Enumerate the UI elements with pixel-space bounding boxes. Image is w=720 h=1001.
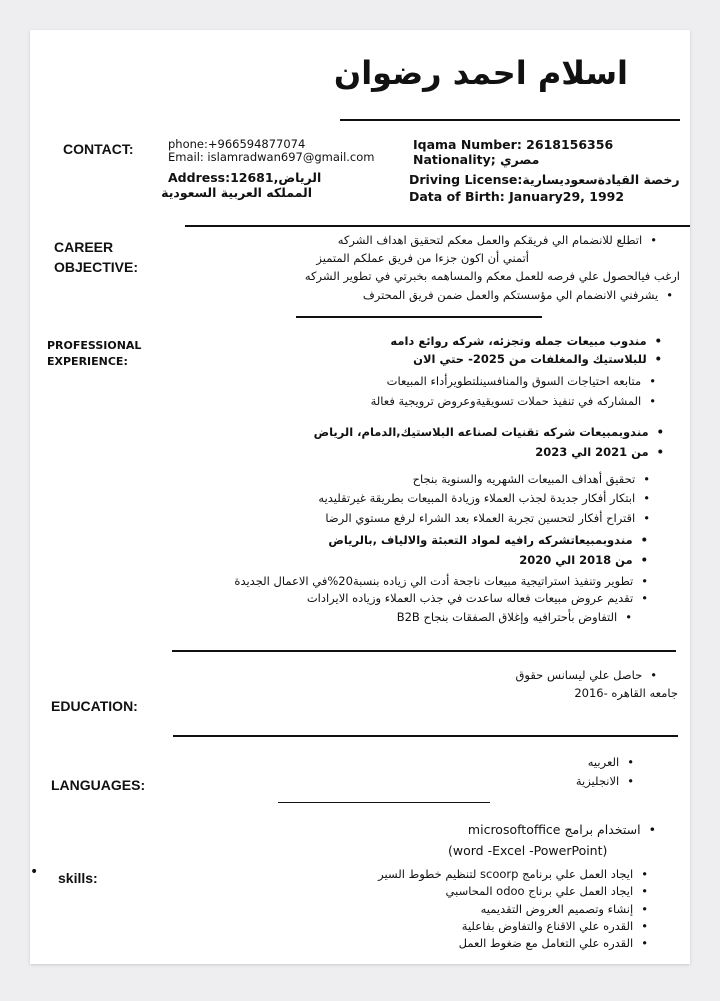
skill-item: • القدره علي الاقناع والتفاوض بفاعلية <box>462 919 648 933</box>
job-period: • للبلاستيك والمغلفات من 2025- حتي الان <box>413 352 662 366</box>
divider <box>173 735 678 737</box>
career-heading: OBJECTIVE: <box>54 259 139 275</box>
job-title: • مندوبمبيعاتشركه رافيه لمواد التعبئة والالياف ,بالرياض <box>328 533 648 547</box>
career-heading: CAREER <box>54 239 114 255</box>
divider <box>340 119 680 121</box>
job-period: • من 2018 الي 2020 <box>519 553 648 567</box>
job-task: • اقتراح أفكار لتحسين تجربة العملاء بعد الشراء لرفع مستوي الرضا <box>325 511 650 525</box>
divider <box>278 802 490 803</box>
objective-item: أتمني أن اكون جزءا من فريق عملكم المتميز <box>316 251 529 265</box>
experience-heading: EXPERIENCE: <box>47 355 128 368</box>
job-title: • مندوبمبيعات شركه تقنيات لصناعه البلاستيك,الدمام، الرياض <box>314 425 664 439</box>
address-line2: المملكه العربية السعودية <box>161 185 312 200</box>
driving-license: Driving License:رخصة القيادةسعوديسارية <box>409 172 680 187</box>
address-line1: Address:12681,الرياض <box>168 170 322 185</box>
job-task: • ابتكار أفكار جديدة لجذب العملاء وزيادة المبيعات بطريقة غيرتقليديه <box>318 491 650 505</box>
language-item: • العربيه <box>588 755 634 769</box>
job-task: • تحقيق أهداف المبيعات الشهريه والسنوية بنجاح <box>413 472 650 486</box>
iqama-number: Iqama Number: 2618156356 <box>413 137 614 152</box>
skill-item: (word -Excel -PowerPoint) <box>448 843 608 858</box>
skill-item: • ايجاد العمل علي برنامج scoorp لتنظيم خطوط السير <box>378 867 648 881</box>
education-school: جامعه القاهره -2016 <box>574 686 678 700</box>
job-task: • متابعه احتياجات السوق والمنافسينلتطويرأداء المبيعات <box>387 374 656 388</box>
language-item: • الانجليزية <box>576 774 634 788</box>
education-degree: • حاصل علي ليسانس حقوق <box>516 668 658 682</box>
job-task: • تقديم عروض مبيعات فعاله ساعدت في جذب العملاء وزياده الايرادات <box>307 591 648 605</box>
divider <box>296 316 542 318</box>
skill-item: • ايجاد العمل علي برناج odoo المحاسبي <box>446 884 648 898</box>
objective-item: • يشرفني الانضمام الي مؤسستكم والعمل ضمن فريق المحترف <box>363 288 673 302</box>
job-task: • تطوير وتنفيذ استراتيجية مبيعات ناجحة أدت الي زياده بنسبة20%في الاعمال الجديدة <box>234 574 648 588</box>
objective-item: • اتطلع للانضمام الي فريقكم والعمل معكم لتحقيق اهداف الشركه <box>338 233 657 247</box>
bullet: • <box>30 864 39 880</box>
skill-item: • استخدام برامج microsoftoffice <box>468 822 656 837</box>
job-title: • مندوب مبيعات جمله وتجزئه، شركه روائع دامه <box>390 334 662 348</box>
job-period: • من 2021 الي 2023 <box>535 445 664 459</box>
candidate-name: اسلام احمد رضوان <box>333 54 628 92</box>
date-of-birth: Data of Birth: January29, 1992 <box>409 189 625 204</box>
skill-item: • القدره علي التعامل مع ضغوط العمل <box>459 936 648 950</box>
skill-item: • إنشاء وتصميم العروض التقديميه <box>481 902 648 916</box>
divider <box>185 225 690 227</box>
divider <box>172 650 676 652</box>
contact-heading: CONTACT: <box>63 141 134 157</box>
languages-heading: LANGUAGES: <box>51 777 146 793</box>
nationality: Nationality; مصري <box>413 152 540 167</box>
phone: phone:+966594877074 <box>168 137 306 151</box>
education-heading: EDUCATION: <box>51 698 138 714</box>
skills-heading: skills: <box>58 870 98 886</box>
job-task: • التفاوض بأحترافيه وإغلاق الصفقات بنجاح B2B <box>397 610 632 624</box>
job-task: • المشاركه في تنفيذ حملات تسويقيةوعروض ترويجية فعالة <box>371 394 656 408</box>
email: Email: islamradwan697@gmail.com <box>168 150 375 164</box>
objective-item: ارغب فيالحصول علي فرصه للعمل معكم والمساهمه بخبرتي في تطوير الشركه <box>304 269 680 283</box>
experience-heading: PROFESSIONAL <box>47 339 142 352</box>
